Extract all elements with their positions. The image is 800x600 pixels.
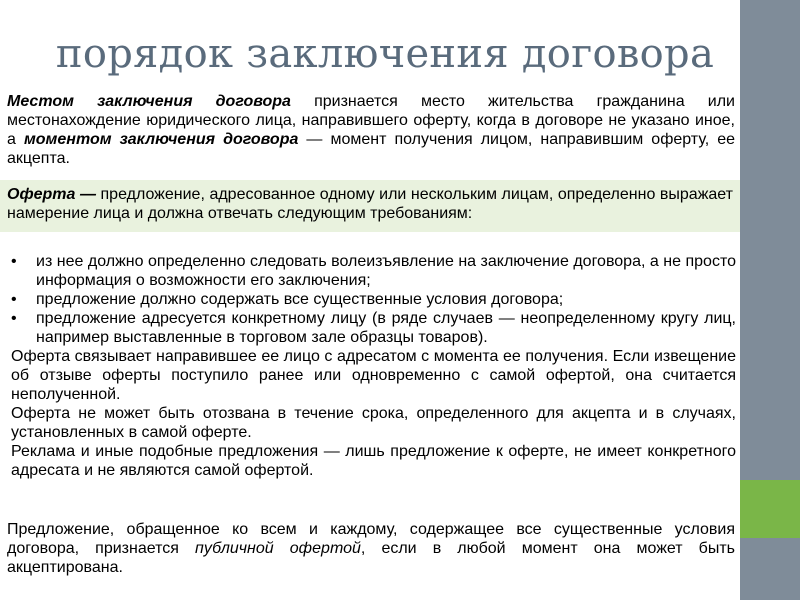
bullet-icon: • [11,253,17,270]
advertising-paragraph: Реклама и иные подобные предложения — лишь предложение к оферте, не имеет конкретного адресата и не являются самой офертой. [11,443,736,479]
moment-term: моментом заключения договора [23,131,299,148]
slide-title: порядок заключения договора [55,31,715,77]
list-item: • предложение адресуется конкретному лицу (в ряде случаев — неопределенному кругу лиц, например выставленные в торговом зале образцы товаров). [11,310,736,346]
place-text: признается место жительства гражданина или местонахождение юридического лица, направившего оферту, когда в договоре не указано иное, а [7,93,735,148]
public-offer-text-2: , если в любой момент она может быть акцептирована. [7,540,736,576]
list-item: • из нее должно определенно следовать волеизъявление на заключение договора, а не просто информация о возможности его заключения; [11,253,736,289]
bullet-icon: • [11,310,17,327]
place-term: Местом заключения договора [7,93,291,110]
place-and-moment-paragraph [7,92,735,168]
bullet-icon: • [11,291,17,308]
requirements-list [11,252,736,347]
public-offer-term: публичной офертой [195,540,361,557]
moment-text: — момент получения лицом, направившим оферту, ее акцепта. [7,131,735,167]
offer-revocation-paragraph: Оферта не может быть отозвана в течение срока, определенного для акцепта и в случаях, установленных в самой оферте. [11,405,736,441]
offer-definition-text: предложение, адресованное одному или нескольким лицам, определенно выражает намерение лица и должна отвечать следующим требованиям: [7,186,733,222]
offer-definition-box [0,180,740,232]
offer-requirements-section [11,252,736,480]
public-offer-paragraph [7,520,735,577]
offer-term: Оферта — [7,186,96,203]
public-offer-text-1: Предложение, обращенное ко всем и каждому, содержащее все существенные условия договора, признается [7,521,735,557]
slide-side-accent [740,480,800,538]
offer-binding-paragraph: Оферта связывает направившее ее лицо с адресатом с момента ее получения. Если извещение об отзыве оферты поступило ранее или одновременно с самой офертой, она считается неполученной. [11,348,736,403]
list-item: • предложение должно содержать все существенные условия договора; [11,291,564,308]
